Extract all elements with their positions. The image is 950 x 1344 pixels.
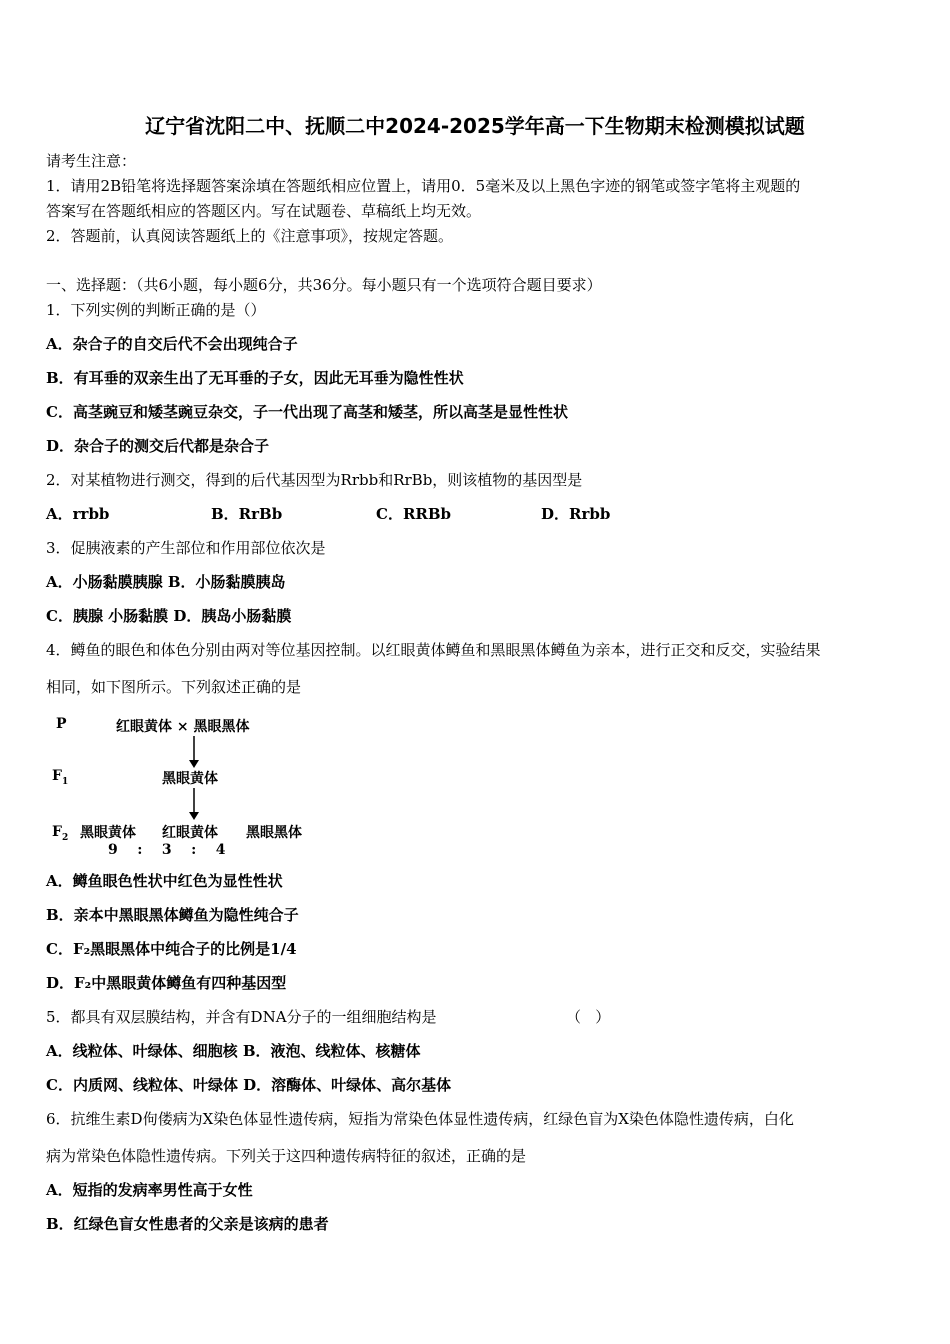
diagram-f2-phenotype-c: 黑眼黑体 [246,825,302,841]
diagram-f1-offspring: 黑眼黄体 [162,771,218,787]
diagram-p-label: P [56,716,67,732]
q3-options-cd: C．胰腺 小肠黏膜 D．胰岛小肠黏膜 [46,607,292,625]
diagram-parent-cross: 红眼黄体 × 黑眼黑体 [116,719,250,735]
q1-option-c: C．高茎豌豆和矮茎豌豆杂交，子一代出现了高茎和矮茎，所以高茎是显性性状 [46,403,568,421]
q6-option-a: A．短指的发病率男性高于女性 [46,1181,253,1199]
page-title: 辽宁省沈阳二中、抚顺二中2024-2025学年高一下生物期末检测模拟试题 [145,114,805,138]
diagram-f2-phenotype-b: 红眼黄体 [162,825,218,841]
q6-option-b: B．红绿色盲女性患者的父亲是该病的患者 [46,1215,329,1233]
q2-option-d: D．Rrbb [541,505,611,523]
q4-option-a: A．鳟鱼眼色性状中红色为显性性状 [46,872,283,890]
diagram-f2-ratio: 9 : 3 : 4 [108,842,226,858]
q1-stem: 1．下列实例的判断正确的是（） [46,301,266,319]
q2-option-a: A．rrbb [46,505,110,523]
notice-heading: 请考生注意： [46,152,137,170]
q3-options-ab: A．小肠黏膜胰腺 B．小肠黏膜胰岛 [46,573,286,591]
q1-option-d: D．杂合子的测交后代都是杂合子 [46,437,270,455]
genetic-cross-diagram [46,706,321,866]
diagram-f2-label: $F_2$ [52,824,69,843]
notice-item-1-cont: 答案写在答题纸相应的答题区内。写在试题卷、草稿纸上均无效。 [46,202,482,220]
arrow-down-icon [186,734,202,770]
q4-option-c: C．F₂黑眼黑体中纯合子的比例是1/4 [46,940,297,958]
q2-option-c: C．RRBb [376,505,452,523]
q6-stem-line1: 6．抗维生素D佝偻病为X染色体显性遗传病，短指为常染色体显性遗传病，红绿色盲为X染色体隐性遗传病，白化 [46,1110,794,1128]
q4-option-d: D．F₂中黑眼黄体鳟鱼有四种基因型 [46,974,287,992]
q5-options-ab: A．线粒体、叶绿体、细胞核 B．液泡、线粒体、核糖体 [46,1042,421,1060]
q5-answer-paren: （ ） [566,1008,611,1026]
diagram-f1-label: $F_1$ [52,768,69,787]
q4-stem-line2: 相同，如下图所示。下列叙述正确的是 [46,678,302,696]
q3-stem: 3．促胰液素的产生部位和作用部位依次是 [46,539,326,557]
notice-item-2: 2．答题前，认真阅读答题纸上的《注意事项》，按规定答题。 [46,227,454,245]
diagram-f2-phenotype-a: 黑眼黄体 [80,825,136,841]
arrow-down-icon [186,786,202,822]
q1-option-b: B．有耳垂的双亲生出了无耳垂的子女，因此无耳垂为隐性性状 [46,369,464,387]
notice-item-1: 1．请用2B铅笔将选择题答案涂填在答题纸相应位置上，请用0．5毫米及以上黑色字迹的钢笔或签字笔将主观题的 [46,177,801,195]
q2-option-b: B．RrBb [211,505,283,523]
q5-options-cd: C．内质网、线粒体、叶绿体 D．溶酶体、叶绿体、高尔基体 [46,1076,452,1094]
q4-option-b: B．亲本中黑眼黑体鳟鱼为隐性纯合子 [46,906,299,924]
section-heading: 一、选择题：（共6小题，每小题6分，共36分。每小题只有一个选项符合题目要求） [46,276,602,294]
q4-stem-line1: 4．鳟鱼的眼色和体色分别由两对等位基因控制。以红眼黄体鳟鱼和黑眼黑体鳟鱼为亲本，进行正交和反交，实验结果 [46,641,821,659]
q2-stem: 2．对某植物进行测交，得到的后代基因型为Rrbb和RrBb，则该植物的基因型是 [46,471,583,489]
q5-stem: 5．都具有双层膜结构，并含有DNA分子的一组细胞结构是 [46,1008,437,1026]
q1-option-a: A．杂合子的自交后代不会出现纯合子 [46,335,298,353]
q6-stem-line2: 病为常染色体隐性遗传病。下列关于这四种遗传病特征的叙述，正确的是 [46,1147,527,1165]
